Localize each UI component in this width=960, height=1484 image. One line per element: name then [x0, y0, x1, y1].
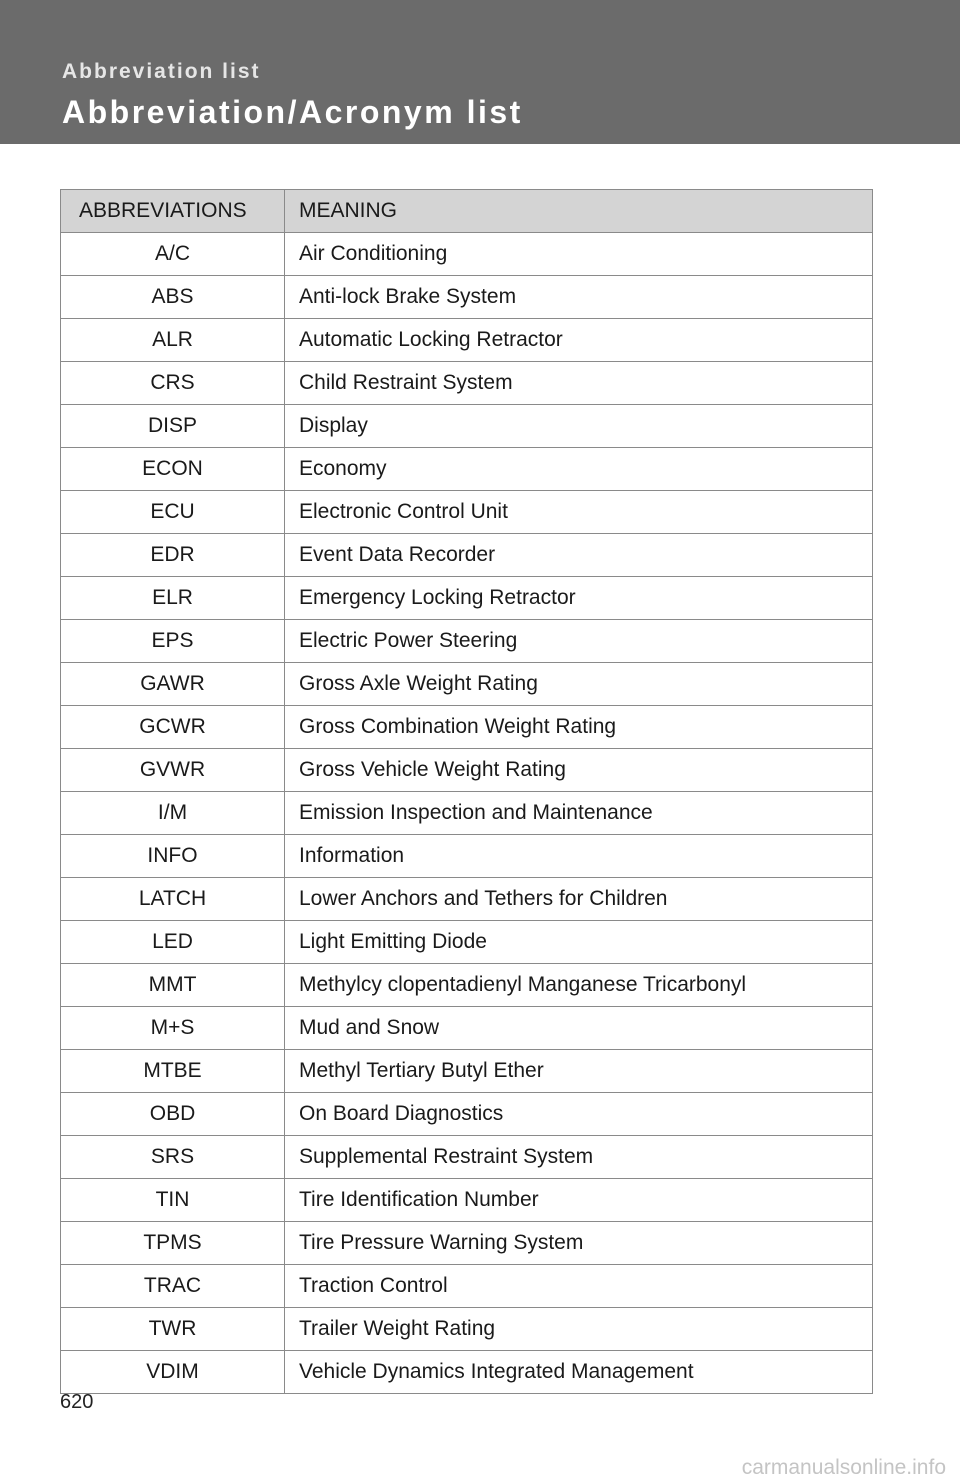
table-row	[61, 1050, 873, 1093]
abbreviation-table	[60, 189, 873, 1394]
abbreviation-cell: TPMS	[61, 1222, 285, 1265]
abbreviation-cell: GCWR	[61, 706, 285, 749]
meaning-cell: Tire Pressure Warning System	[285, 1222, 873, 1265]
table-row	[61, 362, 873, 405]
table-row	[61, 491, 873, 534]
meaning-cell: Child Restraint System	[285, 362, 873, 405]
abbreviation-cell: ELR	[61, 577, 285, 620]
meaning-cell: Gross Vehicle Weight Rating	[285, 749, 873, 792]
abbreviation-cell: EPS	[61, 620, 285, 663]
table-body	[61, 233, 873, 1394]
abbreviation-cell: A/C	[61, 233, 285, 276]
meaning-cell: Automatic Locking Retractor	[285, 319, 873, 362]
abbreviation-cell: SRS	[61, 1136, 285, 1179]
page-header-band	[0, 0, 960, 144]
abbreviation-cell: EDR	[61, 534, 285, 577]
table-row	[61, 319, 873, 362]
meaning-cell: On Board Diagnostics	[285, 1093, 873, 1136]
abbreviation-cell: GVWR	[61, 749, 285, 792]
table-row	[61, 1007, 873, 1050]
meaning-cell: Gross Axle Weight Rating	[285, 663, 873, 706]
meaning-cell: Vehicle Dynamics Integrated Management	[285, 1351, 873, 1394]
abbreviation-cell: I/M	[61, 792, 285, 835]
meaning-cell: Tire Identification Number	[285, 1179, 873, 1222]
abbreviation-cell: LED	[61, 921, 285, 964]
table-row	[61, 1179, 873, 1222]
table-row	[61, 448, 873, 491]
section-label: Abbreviation list	[62, 60, 261, 83]
table-row	[61, 749, 873, 792]
meaning-cell: Economy	[285, 448, 873, 491]
page-number: 620	[60, 1391, 94, 1413]
meaning-cell: Traction Control	[285, 1265, 873, 1308]
column-header-meaning: MEANING	[285, 190, 873, 233]
table-row	[61, 663, 873, 706]
table-row	[61, 1222, 873, 1265]
abbreviation-cell: TIN	[61, 1179, 285, 1222]
table-row	[61, 835, 873, 878]
table-row	[61, 1136, 873, 1179]
abbreviation-cell: TRAC	[61, 1265, 285, 1308]
table-header-row	[61, 190, 873, 233]
abbreviation-cell: M+S	[61, 1007, 285, 1050]
meaning-cell: Gross Combination Weight Rating	[285, 706, 873, 749]
abbreviation-cell: DISP	[61, 405, 285, 448]
meaning-cell: Display	[285, 405, 873, 448]
table-row	[61, 233, 873, 276]
table-row	[61, 964, 873, 1007]
table-row	[61, 1093, 873, 1136]
abbreviation-cell: ABS	[61, 276, 285, 319]
table-row	[61, 276, 873, 319]
meaning-cell: Mud and Snow	[285, 1007, 873, 1050]
abbreviation-cell: GAWR	[61, 663, 285, 706]
table-row	[61, 1265, 873, 1308]
table-row	[61, 792, 873, 835]
abbreviation-cell: MTBE	[61, 1050, 285, 1093]
table-row	[61, 577, 873, 620]
meaning-cell: Emergency Locking Retractor	[285, 577, 873, 620]
column-header-abbreviations: ABBREVIATIONS	[61, 190, 285, 233]
meaning-cell: Trailer Weight Rating	[285, 1308, 873, 1351]
abbreviation-cell: VDIM	[61, 1351, 285, 1394]
table-row	[61, 405, 873, 448]
meaning-cell: Air Conditioning	[285, 233, 873, 276]
meaning-cell: Anti-lock Brake System	[285, 276, 873, 319]
meaning-cell: Lower Anchors and Tethers for Children	[285, 878, 873, 921]
meaning-cell: Electronic Control Unit	[285, 491, 873, 534]
page-title: Abbreviation/Acronym list	[62, 94, 523, 130]
abbreviation-cell: MMT	[61, 964, 285, 1007]
meaning-cell: Electric Power Steering	[285, 620, 873, 663]
abbreviation-cell: INFO	[61, 835, 285, 878]
abbreviation-cell: ECU	[61, 491, 285, 534]
table-row	[61, 706, 873, 749]
meaning-cell: Light Emitting Diode	[285, 921, 873, 964]
abbreviation-cell: OBD	[61, 1093, 285, 1136]
table-row	[61, 534, 873, 577]
abbreviation-cell: ALR	[61, 319, 285, 362]
abbreviation-cell: LATCH	[61, 878, 285, 921]
table-row	[61, 921, 873, 964]
abbreviation-cell: ECON	[61, 448, 285, 491]
table-row	[61, 1351, 873, 1394]
table-row	[61, 620, 873, 663]
meaning-cell: Methylcy clopentadienyl Manganese Tricarbonyl	[285, 964, 873, 1007]
meaning-cell: Information	[285, 835, 873, 878]
table-row	[61, 1308, 873, 1351]
meaning-cell: Emission Inspection and Maintenance	[285, 792, 873, 835]
watermark: carmanualsonline.info	[741, 1456, 946, 1479]
abbreviation-cell: CRS	[61, 362, 285, 405]
meaning-cell: Supplemental Restraint System	[285, 1136, 873, 1179]
meaning-cell: Methyl Tertiary Butyl Ether	[285, 1050, 873, 1093]
meaning-cell: Event Data Recorder	[285, 534, 873, 577]
table-row	[61, 878, 873, 921]
abbreviation-cell: TWR	[61, 1308, 285, 1351]
